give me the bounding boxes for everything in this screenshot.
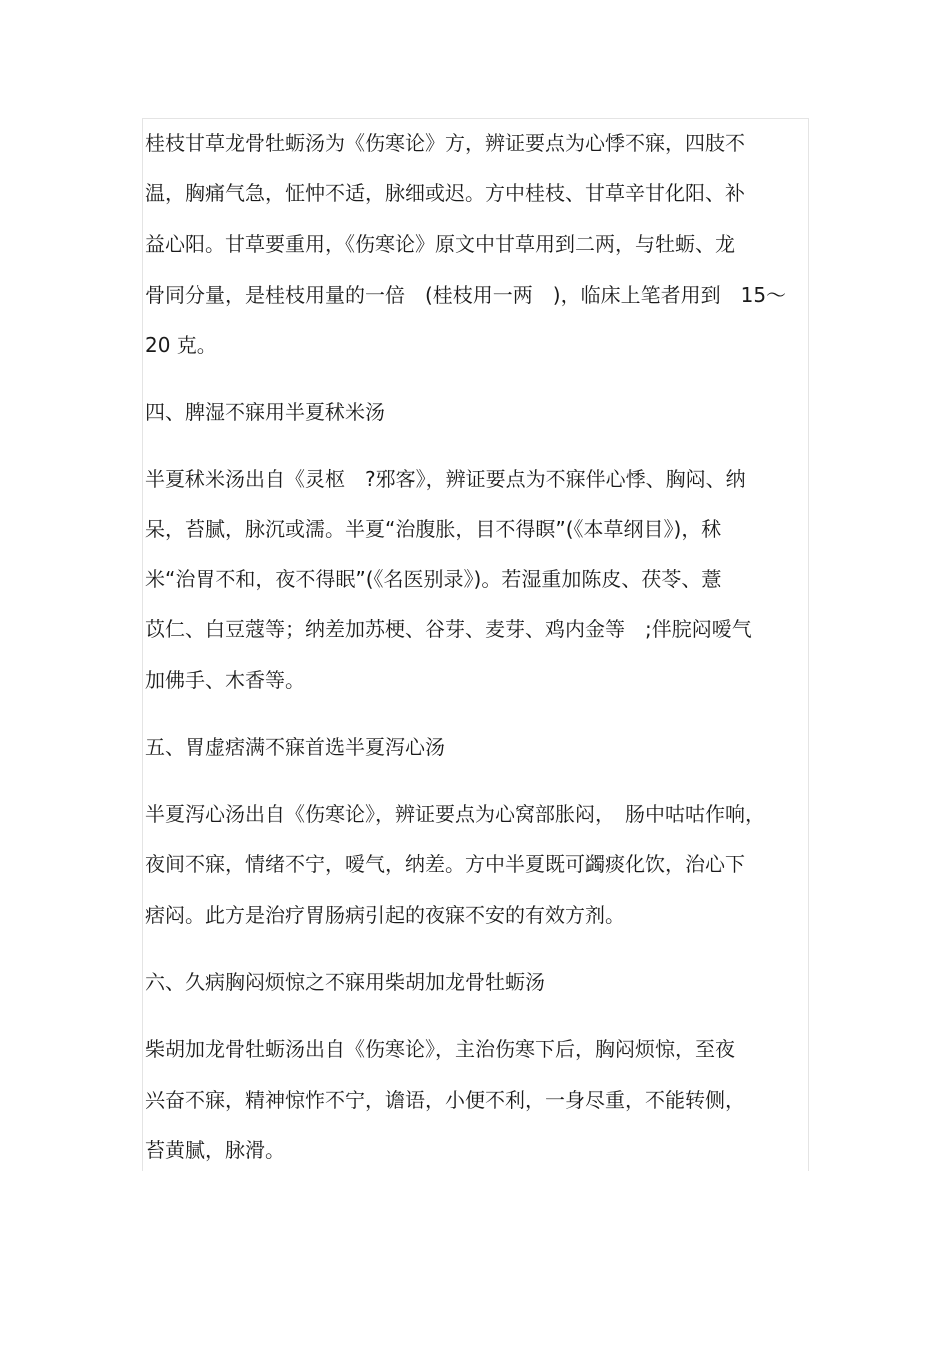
paragraph-line: 温，胸痛气急，怔忡不适，脉细或迟。方中桂枝、甘草辛甘化阳、补 (145, 181, 745, 205)
paragraph-line: 苔黄腻，脉滑。 (145, 1138, 285, 1162)
paragraph-line: 米“治胃不和，夜不得眠”(《名医别录》)。若湿重加陈皮、茯苓、薏 (145, 567, 722, 591)
page-frame (142, 118, 809, 1171)
paragraph-line: 半夏泻心汤出自《伤寒论》，辨证要点为心窝部胀闷， 肠中咕咕作响， (145, 802, 765, 826)
paragraph-line: 夜间不寐，情绪不宁，嗳气，纳差。方中半夏既可蠲痰化饮，治心下 (145, 852, 745, 876)
paragraph-line: 痞闷。此方是治疗胃肠病引起的夜寐不安的有效方剂。 (145, 903, 625, 927)
paragraph-line: 柴胡加龙骨牡蛎汤出自《伤寒论》，主治伤寒下后，胸闷烦惊，至夜 (145, 1037, 735, 1061)
paragraph-line: 半夏秫米汤出自《灵枢 ?邪客》，辨证要点为不寐伴心悸、胸闷、纳 (145, 467, 746, 491)
paragraph-line: 桂枝甘草龙骨牡蛎汤为《伤寒论》方，辨证要点为心悸不寐，四肢不 (145, 131, 745, 155)
paragraph-line: 苡仁、白豆蔻等；纳差加苏梗、谷芽、麦芽、鸡内金等 ;伴脘闷嗳气 (145, 617, 752, 641)
paragraph-line: 呆，苔腻，脉沉或濡。半夏“治腹胀，目不得瞑”(《本草纲目》)，秫 (145, 517, 722, 541)
section-heading: 四、脾湿不寐用半夏秫米汤 (145, 400, 385, 424)
paragraph-line: 益心阳。甘草要重用，《伤寒论》原文中甘草用到二两，与牡蛎、龙 (145, 232, 735, 256)
paragraph-line: 20 克。 (145, 333, 217, 357)
paragraph-line: 加佛手、木香等。 (145, 668, 305, 692)
paragraph-line: 骨同分量，是桂枝用量的一倍 (桂枝用一两 )，临床上笔者用到 15～ (145, 283, 787, 307)
section-heading: 六、久病胸闷烦惊之不寐用柴胡加龙骨牡蛎汤 (145, 970, 545, 994)
paragraph-line: 兴奋不寐，精神惊怍不宁，谵语，小便不利，一身尽重，不能转侧， (145, 1088, 745, 1112)
section-heading: 五、胃虚痞满不寐首选半夏泻心汤 (145, 735, 445, 759)
